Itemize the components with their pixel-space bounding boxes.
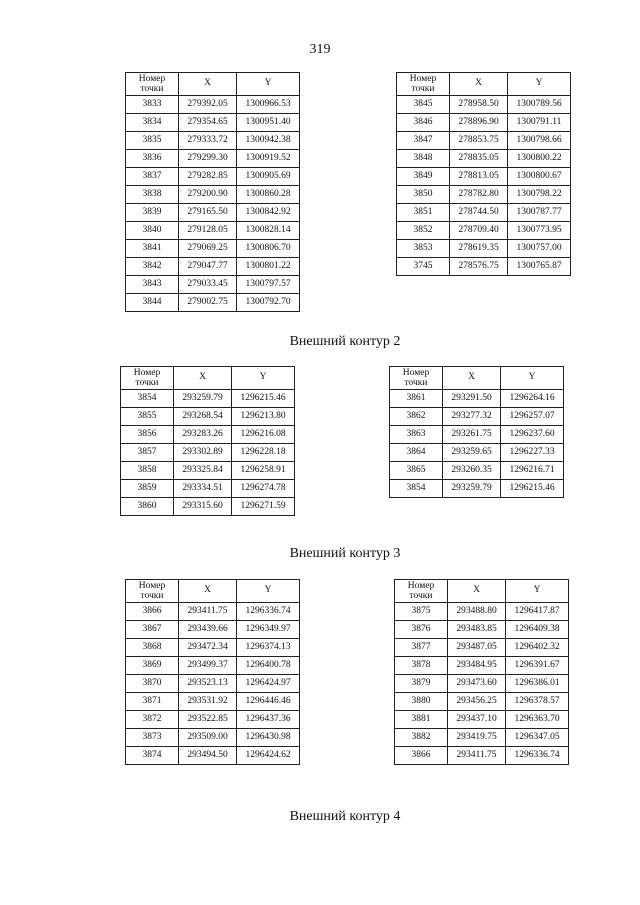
table-row xyxy=(121,426,295,444)
table-row xyxy=(126,747,300,765)
cell-y: 1296363.70 xyxy=(506,711,569,729)
cell-point-number: 3881 xyxy=(395,711,448,729)
cell-point-number: 3882 xyxy=(395,729,448,747)
cell-point-number: 3855 xyxy=(121,408,174,426)
cell-x: 293488.80 xyxy=(448,603,506,621)
cell-y: 1296264.16 xyxy=(501,390,564,408)
cell-x: 278576.75 xyxy=(450,258,508,276)
coordinates-table xyxy=(389,366,564,498)
column-header-x: X xyxy=(174,367,232,390)
cell-point-number: 3859 xyxy=(121,480,174,498)
cell-x: 279200.90 xyxy=(179,186,237,204)
cell-point-number: 3852 xyxy=(397,222,450,240)
column-header-x: X xyxy=(450,73,508,96)
cell-y: 1296216.71 xyxy=(501,462,564,480)
cell-y: 1300951.40 xyxy=(237,114,300,132)
cell-y: 1300919.52 xyxy=(237,150,300,168)
cell-point-number: 3851 xyxy=(397,204,450,222)
cell-y: 1296400.78 xyxy=(237,657,300,675)
table-row xyxy=(126,294,300,312)
table-row xyxy=(395,729,569,747)
cell-y: 1300792.70 xyxy=(237,294,300,312)
cell-x: 293411.75 xyxy=(448,747,506,765)
cell-point-number: 3872 xyxy=(126,711,179,729)
cell-y: 1300787.77 xyxy=(508,204,571,222)
cell-x: 293260.35 xyxy=(443,462,501,480)
cell-y: 1296227.33 xyxy=(501,444,564,462)
cell-y: 1300806.70 xyxy=(237,240,300,258)
column-header-point-number xyxy=(121,367,174,390)
cell-point-number: 3875 xyxy=(395,603,448,621)
header-label: точки xyxy=(140,84,164,94)
table-row xyxy=(126,186,300,204)
table-row xyxy=(395,603,569,621)
cell-point-number: 3843 xyxy=(126,276,179,294)
cell-x: 278744.50 xyxy=(450,204,508,222)
cell-x: 293334.51 xyxy=(174,480,232,498)
cell-point-number: 3880 xyxy=(395,693,448,711)
cell-y: 1300800.22 xyxy=(508,150,571,168)
cell-y: 1300942.38 xyxy=(237,132,300,150)
cell-point-number: 3834 xyxy=(126,114,179,132)
header-label: Номер xyxy=(138,581,166,591)
cell-point-number: 3837 xyxy=(126,168,179,186)
cell-y: 1296349.97 xyxy=(237,621,300,639)
column-header-x: X xyxy=(443,367,501,390)
cell-y: 1296271.59 xyxy=(232,498,295,516)
table-row xyxy=(397,168,571,186)
cell-point-number: 3869 xyxy=(126,657,179,675)
table-row xyxy=(126,240,300,258)
cell-x: 293456.25 xyxy=(448,693,506,711)
cell-y: 1296215.46 xyxy=(501,480,564,498)
cell-x: 293259.65 xyxy=(443,444,501,462)
cell-x: 279354.65 xyxy=(179,114,237,132)
table-row xyxy=(121,408,295,426)
cell-y: 1300773.95 xyxy=(508,222,571,240)
cell-x: 293283.26 xyxy=(174,426,232,444)
cell-point-number: 3862 xyxy=(390,408,443,426)
cell-y: 1296402.32 xyxy=(506,639,569,657)
cell-y: 1300842.92 xyxy=(237,204,300,222)
cell-x: 293437.10 xyxy=(448,711,506,729)
cell-point-number: 3745 xyxy=(397,258,450,276)
cell-point-number: 3870 xyxy=(126,675,179,693)
header-label: точки xyxy=(135,378,159,388)
table-row xyxy=(390,408,564,426)
section-title: Внешний контур 3 xyxy=(289,546,401,561)
column-header-y: Y xyxy=(232,367,295,390)
cell-x: 279069.25 xyxy=(179,240,237,258)
table-row xyxy=(121,462,295,480)
cell-x: 293522.85 xyxy=(179,711,237,729)
table-row xyxy=(395,657,569,675)
cell-x: 293531.92 xyxy=(179,693,237,711)
cell-point-number: 3861 xyxy=(390,390,443,408)
header-label: Номер xyxy=(407,581,435,591)
column-header-y: Y xyxy=(501,367,564,390)
cell-point-number: 3835 xyxy=(126,132,179,150)
cell-point-number: 3868 xyxy=(126,639,179,657)
cell-point-number: 3877 xyxy=(395,639,448,657)
cell-y: 1300905.69 xyxy=(237,168,300,186)
header-label: Номер xyxy=(409,74,437,84)
cell-x: 279165.50 xyxy=(179,204,237,222)
cell-x: 293472.34 xyxy=(179,639,237,657)
column-header-point-number xyxy=(126,73,179,96)
coordinates-table xyxy=(120,366,295,516)
cell-x: 279128.05 xyxy=(179,222,237,240)
cell-point-number: 3854 xyxy=(121,390,174,408)
cell-point-number: 3863 xyxy=(390,426,443,444)
column-header-x: X xyxy=(179,73,237,96)
cell-y: 1296424.62 xyxy=(237,747,300,765)
table-row xyxy=(390,462,564,480)
table-row xyxy=(121,390,295,408)
table-row xyxy=(397,186,571,204)
table-row xyxy=(126,276,300,294)
table-row xyxy=(126,711,300,729)
header-label: точки xyxy=(404,378,428,388)
cell-y: 1296215.46 xyxy=(232,390,295,408)
cell-y: 1296347.05 xyxy=(506,729,569,747)
table-row xyxy=(126,222,300,240)
cell-x: 293291.50 xyxy=(443,390,501,408)
cell-x: 279299.30 xyxy=(179,150,237,168)
table-row xyxy=(395,693,569,711)
cell-y: 1300789.56 xyxy=(508,96,571,114)
cell-point-number: 3842 xyxy=(126,258,179,276)
column-header-y: Y xyxy=(506,580,569,603)
column-header-point-number xyxy=(390,367,443,390)
column-header-point-number xyxy=(126,580,179,603)
table-row xyxy=(390,480,564,498)
section-title: Внешний контур 4 xyxy=(289,809,401,824)
table-row xyxy=(121,480,295,498)
column-header-point-number xyxy=(395,580,448,603)
cell-point-number: 3858 xyxy=(121,462,174,480)
table-row xyxy=(397,222,571,240)
cell-y: 1300800.67 xyxy=(508,168,571,186)
table-header-row xyxy=(126,580,300,603)
cell-point-number: 3856 xyxy=(121,426,174,444)
table-row xyxy=(126,729,300,747)
header-label: Номер xyxy=(138,74,166,84)
cell-x: 293411.75 xyxy=(179,603,237,621)
cell-x: 278709.40 xyxy=(450,222,508,240)
page-number: 319 xyxy=(309,42,331,57)
cell-y: 1300860.28 xyxy=(237,186,300,204)
cell-point-number: 3839 xyxy=(126,204,179,222)
cell-y: 1296374.13 xyxy=(237,639,300,657)
cell-x: 293315.60 xyxy=(174,498,232,516)
cell-point-number: 3846 xyxy=(397,114,450,132)
cell-x: 279033.45 xyxy=(179,276,237,294)
table-row xyxy=(397,204,571,222)
cell-y: 1296391.67 xyxy=(506,657,569,675)
cell-x: 278896.90 xyxy=(450,114,508,132)
column-header-y: Y xyxy=(508,73,571,96)
cell-y: 1296409.38 xyxy=(506,621,569,639)
coordinates-table xyxy=(125,72,300,312)
cell-point-number: 3845 xyxy=(397,96,450,114)
column-header-x: X xyxy=(179,580,237,603)
table-row xyxy=(397,240,571,258)
cell-y: 1300797.57 xyxy=(237,276,300,294)
table-row xyxy=(126,657,300,675)
table-header-row xyxy=(395,580,569,603)
cell-x: 293494.50 xyxy=(179,747,237,765)
cell-x: 279333.72 xyxy=(179,132,237,150)
cell-x: 293277.32 xyxy=(443,408,501,426)
cell-x: 293473.60 xyxy=(448,675,506,693)
table-row xyxy=(126,693,300,711)
cell-point-number: 3867 xyxy=(126,621,179,639)
cell-y: 1296424.97 xyxy=(237,675,300,693)
table-row xyxy=(390,426,564,444)
cell-point-number: 3848 xyxy=(397,150,450,168)
cell-x: 293484.95 xyxy=(448,657,506,675)
table-row xyxy=(395,621,569,639)
table-row xyxy=(395,639,569,657)
header-label: Номер xyxy=(133,368,161,378)
cell-y: 1300765.87 xyxy=(508,258,571,276)
cell-y: 1296228.18 xyxy=(232,444,295,462)
cell-point-number: 3865 xyxy=(390,462,443,480)
table-header-row xyxy=(126,73,300,96)
cell-x: 279282.85 xyxy=(179,168,237,186)
cell-x: 293302.89 xyxy=(174,444,232,462)
cell-point-number: 3866 xyxy=(395,747,448,765)
table-row xyxy=(126,132,300,150)
cell-point-number: 3857 xyxy=(121,444,174,462)
cell-point-number: 3853 xyxy=(397,240,450,258)
cell-point-number: 3874 xyxy=(126,747,179,765)
table-row xyxy=(126,258,300,276)
cell-x: 293523.13 xyxy=(179,675,237,693)
cell-y: 1296258.91 xyxy=(232,462,295,480)
cell-point-number: 3836 xyxy=(126,150,179,168)
cell-point-number: 3844 xyxy=(126,294,179,312)
table-header-row xyxy=(390,367,564,390)
cell-point-number: 3876 xyxy=(395,621,448,639)
table-row xyxy=(126,621,300,639)
table-row xyxy=(121,498,295,516)
cell-point-number: 3841 xyxy=(126,240,179,258)
cell-y: 1296336.74 xyxy=(506,747,569,765)
cell-x: 278835.05 xyxy=(450,150,508,168)
section-title: Внешний контур 2 xyxy=(289,334,401,349)
header-label: Номер xyxy=(402,368,430,378)
table-row xyxy=(126,168,300,186)
cell-point-number: 3840 xyxy=(126,222,179,240)
cell-x: 293439.66 xyxy=(179,621,237,639)
cell-x: 293259.79 xyxy=(174,390,232,408)
cell-x: 293499.37 xyxy=(179,657,237,675)
cell-point-number: 3866 xyxy=(126,603,179,621)
cell-y: 1296213.80 xyxy=(232,408,295,426)
header-label: точки xyxy=(409,591,433,601)
cell-x: 279047.77 xyxy=(179,258,237,276)
coordinates-table xyxy=(394,579,569,765)
table-row xyxy=(126,675,300,693)
cell-y: 1296417.87 xyxy=(506,603,569,621)
table-row xyxy=(390,444,564,462)
table-header-row xyxy=(121,367,295,390)
cell-x: 278782.80 xyxy=(450,186,508,204)
cell-y: 1300757.00 xyxy=(508,240,571,258)
column-header-x: X xyxy=(448,580,506,603)
cell-x: 293483.85 xyxy=(448,621,506,639)
table-row xyxy=(395,747,569,765)
cell-y: 1296274.78 xyxy=(232,480,295,498)
cell-y: 1296257.07 xyxy=(501,408,564,426)
cell-y: 1300791.11 xyxy=(508,114,571,132)
table-row xyxy=(397,150,571,168)
cell-point-number: 3860 xyxy=(121,498,174,516)
table-header-row xyxy=(397,73,571,96)
table-row xyxy=(395,675,569,693)
cell-point-number: 3833 xyxy=(126,96,179,114)
table-row xyxy=(397,132,571,150)
table-row xyxy=(126,204,300,222)
cell-point-number: 3864 xyxy=(390,444,443,462)
cell-x: 293259.79 xyxy=(443,480,501,498)
cell-x: 293261.75 xyxy=(443,426,501,444)
cell-y: 1300798.66 xyxy=(508,132,571,150)
cell-point-number: 3850 xyxy=(397,186,450,204)
cell-point-number: 3838 xyxy=(126,186,179,204)
cell-point-number: 3847 xyxy=(397,132,450,150)
cell-point-number: 3879 xyxy=(395,675,448,693)
header-label: точки xyxy=(140,591,164,601)
coordinates-table xyxy=(396,72,571,276)
cell-y: 1296437.36 xyxy=(237,711,300,729)
column-header-point-number xyxy=(397,73,450,96)
cell-y: 1300801.22 xyxy=(237,258,300,276)
cell-point-number: 3849 xyxy=(397,168,450,186)
coordinates-table xyxy=(125,579,300,765)
cell-point-number: 3854 xyxy=(390,480,443,498)
column-header-y: Y xyxy=(237,73,300,96)
cell-y: 1296237.60 xyxy=(501,426,564,444)
cell-x: 279392.05 xyxy=(179,96,237,114)
cell-y: 1296378.57 xyxy=(506,693,569,711)
cell-x: 278619.35 xyxy=(450,240,508,258)
header-label: точки xyxy=(411,84,435,94)
table-row xyxy=(126,96,300,114)
cell-y: 1296446.46 xyxy=(237,693,300,711)
table-row xyxy=(126,114,300,132)
cell-x: 278813.05 xyxy=(450,168,508,186)
cell-x: 293419.75 xyxy=(448,729,506,747)
cell-y: 1300966.53 xyxy=(237,96,300,114)
table-row xyxy=(121,444,295,462)
cell-y: 1296336.74 xyxy=(237,603,300,621)
cell-y: 1296216.08 xyxy=(232,426,295,444)
cell-x: 278958.50 xyxy=(450,96,508,114)
table-row xyxy=(397,96,571,114)
cell-x: 293487.05 xyxy=(448,639,506,657)
column-header-y: Y xyxy=(237,580,300,603)
cell-x: 279002.75 xyxy=(179,294,237,312)
cell-x: 293325.84 xyxy=(174,462,232,480)
table-row xyxy=(126,603,300,621)
table-row xyxy=(395,711,569,729)
cell-x: 293509.00 xyxy=(179,729,237,747)
table-row xyxy=(126,639,300,657)
cell-y: 1300798.22 xyxy=(508,186,571,204)
cell-point-number: 3871 xyxy=(126,693,179,711)
table-row xyxy=(390,390,564,408)
cell-y: 1296430.98 xyxy=(237,729,300,747)
cell-point-number: 3878 xyxy=(395,657,448,675)
cell-y: 1300828.14 xyxy=(237,222,300,240)
cell-x: 278853.75 xyxy=(450,132,508,150)
table-row xyxy=(397,114,571,132)
table-row xyxy=(397,258,571,276)
cell-x: 293268.54 xyxy=(174,408,232,426)
cell-point-number: 3873 xyxy=(126,729,179,747)
table-row xyxy=(126,150,300,168)
cell-y: 1296386.01 xyxy=(506,675,569,693)
